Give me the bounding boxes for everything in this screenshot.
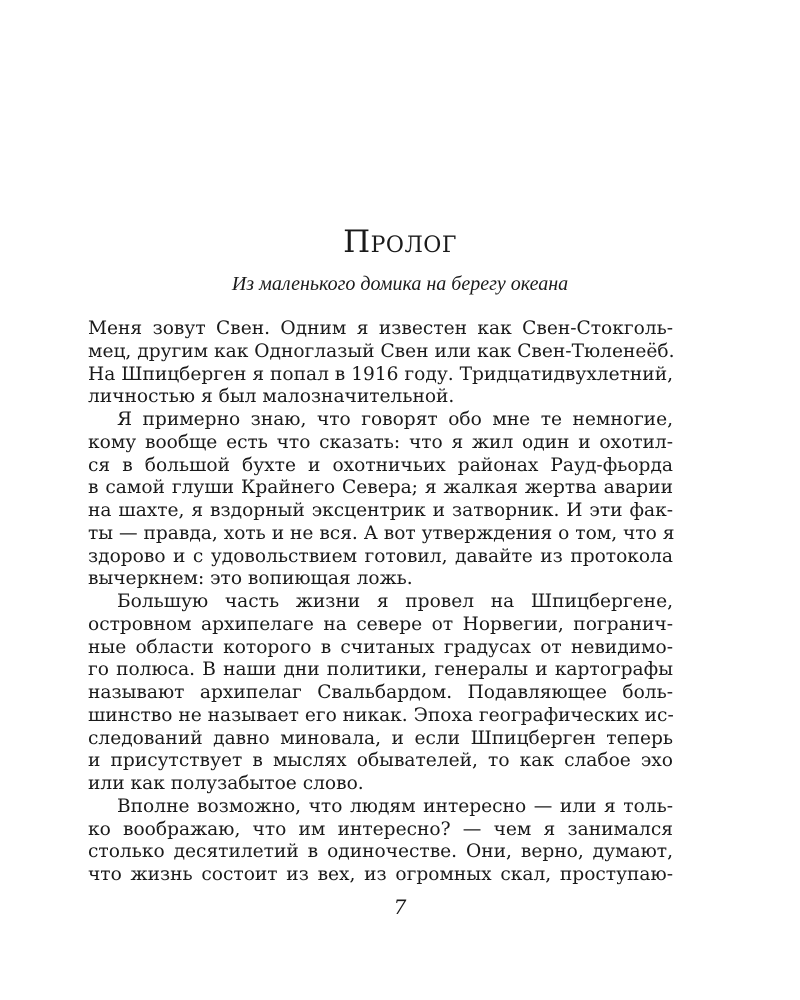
text-line: го полюса. В наши дни политики, генералы и картографы xyxy=(88,659,673,681)
text-line: островном архипелаге на севере от Норвегии, погранич- xyxy=(88,613,673,635)
text-line: ся в большой бухте и охотничьих районах Рауд-фьорда xyxy=(88,454,673,476)
chapter-subtitle: Из маленького домика на берегу океана xyxy=(231,273,569,295)
text-line: Вполне возможно, что людям интересно — или я толь- xyxy=(117,795,673,817)
page-number: 7 xyxy=(393,895,407,919)
text-line: здорово и с удовольствием готовил, давайте из протокола xyxy=(88,545,673,567)
text-line: столько десятилетий в одиночестве. Они, верно, думают, xyxy=(88,841,673,863)
text-line: На Шпицберген я попал в 1916 году. Тридцатидвухлетний, xyxy=(88,363,673,385)
text-line: что жизнь состоит из вех, из огромных скал, проступаю- xyxy=(88,864,673,885)
text-line: Большую часть жизни я провел на Шпицбергене, xyxy=(117,591,673,612)
text-line: в самой глуши Крайнего Севера; я жалкая жертва аварии xyxy=(88,477,673,499)
text-line: и присутствует в мыслях обывателей, то как слабое эхо xyxy=(88,750,673,772)
text-line: личностью я был малозначительной. xyxy=(88,386,455,408)
chapter-title: Пролог xyxy=(343,224,457,260)
text-line: называют архипелаг Свальбардом. Подавляющее боль- xyxy=(88,682,673,703)
body-text xyxy=(88,318,673,887)
text-line: на шахте, я вздорный эксцентрик и затворник. И эти фак- xyxy=(88,500,673,521)
text-line: Меня зовут Свен. Одним я известен как Свен-Стокголь- xyxy=(88,318,673,339)
text-line: ко воображаю, что им интересно? — чем я занимался xyxy=(88,818,673,840)
text-line: шинство не называет его никак. Эпоха географических ис- xyxy=(88,704,674,726)
text-line: следований давно миновала, и если Шпицберген теперь xyxy=(88,727,673,749)
text-line: ты — правда, хоть и не вся. А вот утверждения о том, что я xyxy=(88,522,675,544)
text-line: вычеркнем: это вопиющая ложь. xyxy=(88,568,413,590)
text-line: ные области которого в считаных градусах от невидимо- xyxy=(88,636,673,658)
text-line: мец, другим как Одноглазый Свен или как Свен-Тюленеёб. xyxy=(88,340,675,362)
text-line: или как полузабытое слово. xyxy=(88,773,364,794)
text-line: кому вообще есть что сказать: что я жил один и охотил- xyxy=(88,431,673,453)
text-line: Я примерно знаю, что говорят обо мне те немногие, xyxy=(117,409,673,430)
